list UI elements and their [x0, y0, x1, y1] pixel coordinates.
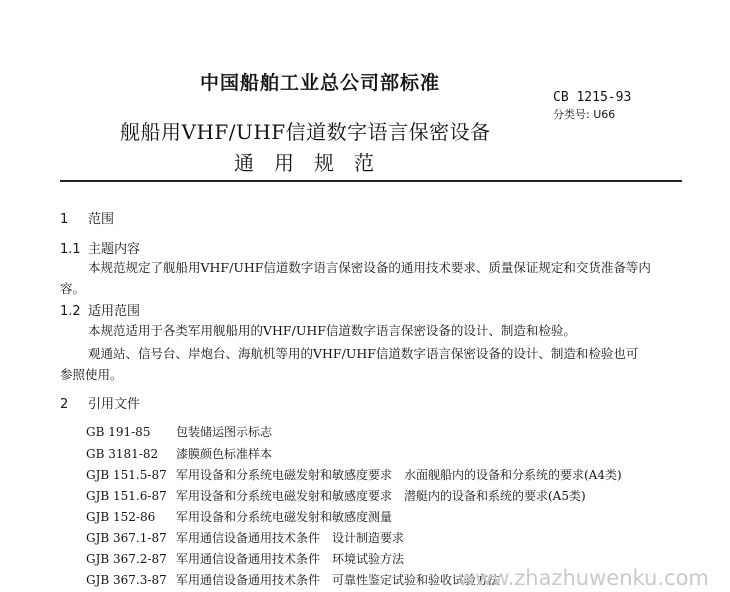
issuing-organization: 中国船舶工业总公司部标准: [200, 72, 441, 94]
paragraph-line: 参照使用。: [60, 367, 123, 382]
section-title: 主题内容: [88, 242, 141, 257]
section-number: 1.1: [60, 242, 81, 257]
reference-code: GJB 151.6-87: [86, 489, 167, 503]
reference-item: [86, 550, 404, 567]
section-title: 适用范围: [88, 304, 141, 319]
paragraph-line: 观通站、信号台、岸炮台、海航机等用的VHF/UHF信道数字语言保密设备的设计、制造和检验也可: [88, 346, 639, 361]
paragraph-line: 容。: [60, 281, 86, 296]
reference-code: GB 191-85: [86, 425, 151, 439]
paragraph-line: 本规范适用于各类军用舰船用的VHF/UHF信道数字语言保密设备的设计、制造和检验。: [88, 323, 576, 338]
classification-number: 分类号: U66: [553, 108, 616, 121]
section-number: 1.2: [60, 304, 81, 319]
reference-title: 军用通信设备通用技术条件 环境试验方法: [176, 552, 405, 566]
reference-item: [86, 487, 586, 504]
section-1-1-heading: [60, 238, 140, 257]
reference-item: [86, 529, 404, 546]
reference-code: GJB 152-86: [86, 510, 156, 524]
reference-title: 军用通信设备通用技术条件 可靠性鉴定试验和验收试验方法: [176, 573, 501, 587]
paragraph-line: 本规范规定了舰船用VHF/UHF信道数字语言保密设备的通用技术要求、质量保证规定和交货准备等内: [88, 260, 651, 275]
section-title: 范围: [88, 212, 115, 227]
reference-code: GJB 151.5-87: [86, 468, 167, 482]
reference-code: GJB 367.2-87: [86, 552, 167, 566]
section-title: 引用文件: [88, 397, 141, 412]
reference-item: [86, 508, 392, 525]
reference-title: 军用设备和分系统电磁发射和敏感度测量: [176, 510, 393, 524]
reference-title: 漆膜颜色标准样本: [176, 447, 273, 461]
header-divider: [60, 180, 682, 182]
reference-title: 军用通信设备通用技术条件 设计制造要求: [176, 531, 405, 545]
reference-item: [86, 423, 272, 440]
reference-title: 包装储运图示标志: [176, 425, 273, 439]
reference-code: GB 3181-82: [86, 447, 159, 461]
reference-title: 军用设备和分系统电磁发射和敏感度要求 潜艇内的设备和系统的要求(A5类): [176, 489, 586, 503]
reference-item: [86, 571, 500, 588]
standard-code: CB 1215-93: [553, 90, 632, 105]
document-subtitle: 通用规范: [234, 151, 394, 175]
section-number: 2: [60, 397, 69, 412]
section-1-2-heading: [60, 300, 140, 319]
section-number: 1: [60, 212, 69, 227]
reference-code: GJB 367.3-87: [86, 573, 167, 587]
reference-code: GJB 367.1-87: [86, 531, 167, 545]
reference-title: 军用设备和分系统电磁发射和敏感度要求 水面舰船内的设备和分系统的要求(A4类): [176, 468, 622, 482]
reference-item: [86, 466, 622, 483]
site-watermark: www.zhazhuwenku.com: [458, 566, 709, 590]
reference-item: [86, 445, 272, 462]
document-title: 舰船用VHF/UHF信道数字语言保密设备: [120, 120, 491, 144]
section-1-heading: [60, 208, 114, 227]
section-2-heading: [60, 393, 140, 412]
